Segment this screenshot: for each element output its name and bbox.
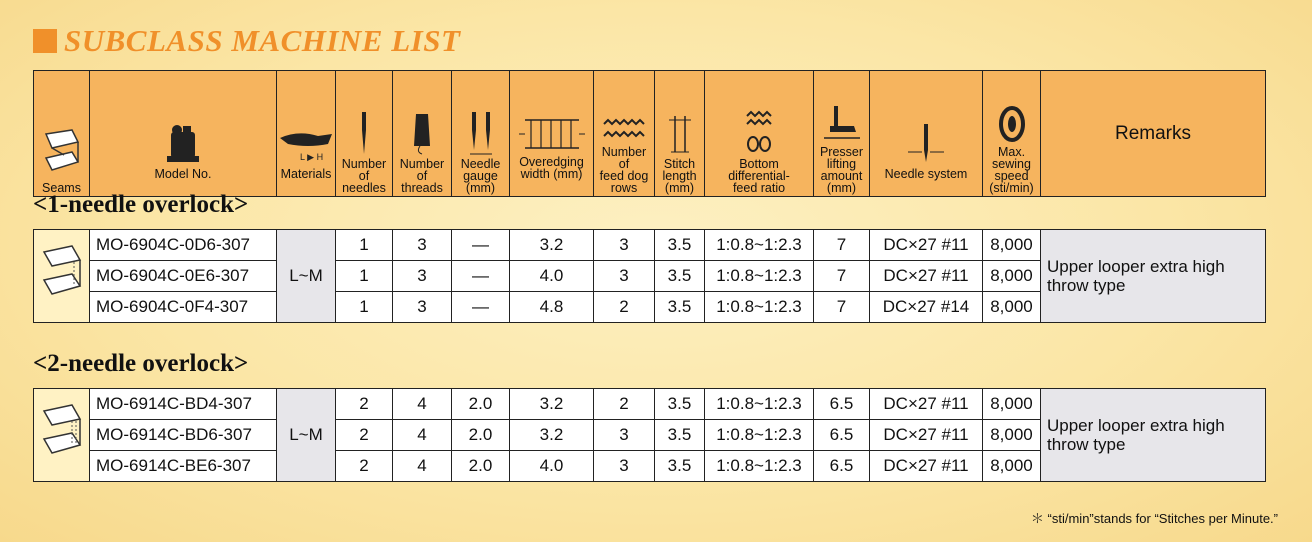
feed-rows-cell: 2 bbox=[594, 292, 655, 323]
feed-rows-cell: 3 bbox=[594, 420, 655, 451]
speed-cell: 8,000 bbox=[983, 451, 1041, 482]
header-presser-4: (mm) bbox=[826, 181, 857, 195]
header-presser bbox=[814, 71, 870, 197]
model-cell: MO-6904C-0F4-307 bbox=[90, 292, 277, 323]
table-row bbox=[34, 230, 1266, 261]
feed-rows-cell: 2 bbox=[594, 389, 655, 420]
header-feed-4: rows bbox=[610, 181, 638, 195]
header-feed-1: Number bbox=[601, 145, 647, 159]
header-stitch bbox=[655, 71, 705, 197]
materials-cell: L~M bbox=[277, 230, 336, 323]
feed-rows-cell: 3 bbox=[594, 261, 655, 292]
model-cell: MO-6914C-BD4-307 bbox=[90, 389, 277, 420]
diff-cell: 1:0.8~1:2.3 bbox=[705, 292, 814, 323]
threads-cell: 4 bbox=[393, 389, 452, 420]
needles-cell: 2 bbox=[336, 389, 393, 420]
gauge-cell: 2.0 bbox=[452, 420, 510, 451]
header-speed-1: Max. bbox=[997, 145, 1026, 159]
presser-foot-icon bbox=[822, 104, 862, 144]
gauge-cell: — bbox=[452, 230, 510, 261]
header-model-label: Model No. bbox=[154, 167, 212, 181]
double-needle-icon bbox=[466, 110, 496, 156]
feed-dog-icon bbox=[602, 114, 646, 144]
overedging-icon bbox=[517, 114, 587, 154]
header-overedging-1: Overedging bbox=[519, 155, 584, 169]
overedging-cell: 4.0 bbox=[510, 451, 594, 482]
page-title bbox=[33, 24, 460, 58]
presser-cell: 7 bbox=[814, 230, 870, 261]
overedging-cell: 4.8 bbox=[510, 292, 594, 323]
header-seams-label: Seams bbox=[42, 181, 81, 195]
header-table bbox=[33, 70, 1266, 197]
needles-cell: 1 bbox=[336, 261, 393, 292]
overedging-cell: 3.2 bbox=[510, 389, 594, 420]
header-gauge bbox=[452, 71, 510, 197]
header-stitch-2: length bbox=[662, 169, 697, 183]
header-threads-3: threads bbox=[401, 181, 443, 195]
needle-system-cell: DC×27 #11 bbox=[870, 420, 983, 451]
needle-system-cell: DC×27 #11 bbox=[870, 230, 983, 261]
thread-spool-icon bbox=[410, 110, 434, 156]
remarks-cell: Upper looper extra high throw type bbox=[1041, 230, 1266, 323]
needle-system-icon bbox=[906, 122, 946, 166]
seam-cell bbox=[34, 230, 90, 323]
overedging-cell: 3.2 bbox=[510, 420, 594, 451]
header-differential bbox=[705, 71, 814, 197]
model-cell: MO-6914C-BE6-307 bbox=[90, 451, 277, 482]
threads-cell: 4 bbox=[393, 451, 452, 482]
table-row bbox=[34, 389, 1266, 420]
threads-cell: 3 bbox=[393, 230, 452, 261]
table-2-needle bbox=[33, 388, 1266, 482]
header-speed-4: (sti/min) bbox=[989, 181, 1034, 195]
header-presser-3: amount bbox=[820, 169, 863, 183]
threads-cell: 4 bbox=[393, 420, 452, 451]
header-needles-3: needles bbox=[342, 181, 386, 195]
header-speed bbox=[983, 71, 1041, 197]
needles-cell: 2 bbox=[336, 420, 393, 451]
speed-icon bbox=[997, 104, 1027, 144]
header-diff-2: differential- bbox=[728, 169, 790, 183]
threads-cell: 3 bbox=[393, 292, 452, 323]
header-gauge-3: (mm) bbox=[465, 181, 496, 195]
model-cell: MO-6904C-0E6-307 bbox=[90, 261, 277, 292]
speed-cell: 8,000 bbox=[983, 261, 1041, 292]
diff-cell: 1:0.8~1:2.3 bbox=[705, 261, 814, 292]
header-overedging bbox=[510, 71, 594, 197]
title-text: SUBCLASS MACHINE LIST bbox=[64, 23, 461, 58]
gauge-cell: 2.0 bbox=[452, 389, 510, 420]
materials-cell: L~M bbox=[277, 389, 336, 482]
header-threads-2: of bbox=[416, 169, 428, 183]
presser-cell: 7 bbox=[814, 261, 870, 292]
header-speed-3: speed bbox=[994, 169, 1029, 183]
gauge-cell: — bbox=[452, 261, 510, 292]
header-materials bbox=[277, 71, 336, 197]
header-speed-2: sewing bbox=[992, 157, 1031, 171]
footnote: ＊ “sti/min”stands for “Stitches per Minute.” bbox=[1030, 511, 1278, 526]
seam-icon bbox=[42, 128, 82, 180]
header-needle-system-label: Needle system bbox=[884, 167, 968, 181]
stitch-cell: 3.5 bbox=[655, 420, 705, 451]
speed-cell: 8,000 bbox=[983, 389, 1041, 420]
needle-system-cell: DC×27 #11 bbox=[870, 389, 983, 420]
header-overedging-2: width (mm) bbox=[520, 167, 583, 181]
section-title-1: <1-needle overlock> bbox=[33, 191, 249, 218]
presser-cell: 6.5 bbox=[814, 389, 870, 420]
needles-cell: 1 bbox=[336, 230, 393, 261]
diff-cell: 1:0.8~1:2.3 bbox=[705, 420, 814, 451]
header-needles-1: Number bbox=[341, 157, 387, 171]
header-gauge-1: Needle bbox=[460, 157, 501, 171]
overedging-cell: 4.0 bbox=[510, 261, 594, 292]
feed-rows-cell: 3 bbox=[594, 451, 655, 482]
needle-system-cell: DC×27 #14 bbox=[870, 292, 983, 323]
diff-cell: 1:0.8~1:2.3 bbox=[705, 451, 814, 482]
header-needle-system bbox=[870, 71, 983, 197]
section-title-2: <2-needle overlock> bbox=[33, 350, 249, 377]
title-square-icon bbox=[33, 29, 57, 53]
sewing-machine-icon bbox=[163, 122, 203, 166]
header-threads bbox=[393, 71, 452, 197]
header-materials-label: Materials bbox=[280, 167, 332, 181]
header-threads-1: Number bbox=[399, 157, 445, 171]
header-diff-3: feed ratio bbox=[732, 181, 786, 195]
presser-cell: 7 bbox=[814, 292, 870, 323]
diff-cell: 1:0.8~1:2.3 bbox=[705, 389, 814, 420]
model-cell: MO-6914C-BD6-307 bbox=[90, 420, 277, 451]
speed-cell: 8,000 bbox=[983, 292, 1041, 323]
needles-cell: 2 bbox=[336, 451, 393, 482]
presser-cell: 6.5 bbox=[814, 451, 870, 482]
svg-text:L ▶ H: L ▶ H bbox=[300, 152, 324, 162]
header-presser-1: Presser bbox=[819, 145, 864, 159]
overedging-cell: 3.2 bbox=[510, 230, 594, 261]
seam-1-needle-icon bbox=[40, 244, 84, 304]
header-needles bbox=[336, 71, 393, 197]
materials-icon bbox=[278, 130, 334, 166]
needle-system-cell: DC×27 #11 bbox=[870, 261, 983, 292]
header-stitch-3: (mm) bbox=[664, 181, 695, 195]
needle-icon bbox=[354, 110, 374, 156]
header-feed-dog bbox=[594, 71, 655, 197]
presser-cell: 6.5 bbox=[814, 420, 870, 451]
diff-cell: 1:0.8~1:2.3 bbox=[705, 230, 814, 261]
feed-rows-cell: 3 bbox=[594, 230, 655, 261]
needle-system-cell: DC×27 #11 bbox=[870, 451, 983, 482]
seam-cell bbox=[34, 389, 90, 482]
speed-cell: 8,000 bbox=[983, 230, 1041, 261]
stitch-cell: 3.5 bbox=[655, 451, 705, 482]
header-stitch-1: Stitch bbox=[663, 157, 696, 171]
gauge-cell: — bbox=[452, 292, 510, 323]
header-gauge-2: gauge bbox=[463, 169, 498, 183]
differential-feed-icon bbox=[739, 110, 779, 156]
stitch-cell: 3.5 bbox=[655, 389, 705, 420]
header-feed-3: feed dog bbox=[599, 169, 649, 183]
speed-cell: 8,000 bbox=[983, 420, 1041, 451]
header-needles-2: of bbox=[358, 169, 370, 183]
threads-cell: 3 bbox=[393, 261, 452, 292]
remarks-cell: Upper looper extra high throw type bbox=[1041, 389, 1266, 482]
stitch-cell: 3.5 bbox=[655, 292, 705, 323]
header-seams bbox=[34, 71, 90, 197]
seam-2-needle-icon bbox=[40, 403, 84, 463]
header-presser-2: lifting bbox=[826, 157, 857, 171]
header-diff-1: Bottom bbox=[739, 157, 779, 171]
stitch-length-icon bbox=[665, 112, 695, 156]
needles-cell: 1 bbox=[336, 292, 393, 323]
header-model bbox=[90, 71, 277, 197]
stitch-cell: 3.5 bbox=[655, 261, 705, 292]
stitch-cell: 3.5 bbox=[655, 230, 705, 261]
table-1-needle bbox=[33, 229, 1266, 323]
model-cell: MO-6904C-0D6-307 bbox=[90, 230, 277, 261]
header-remarks: Remarks bbox=[1041, 71, 1266, 197]
header-feed-2: of bbox=[618, 157, 630, 171]
gauge-cell: 2.0 bbox=[452, 451, 510, 482]
